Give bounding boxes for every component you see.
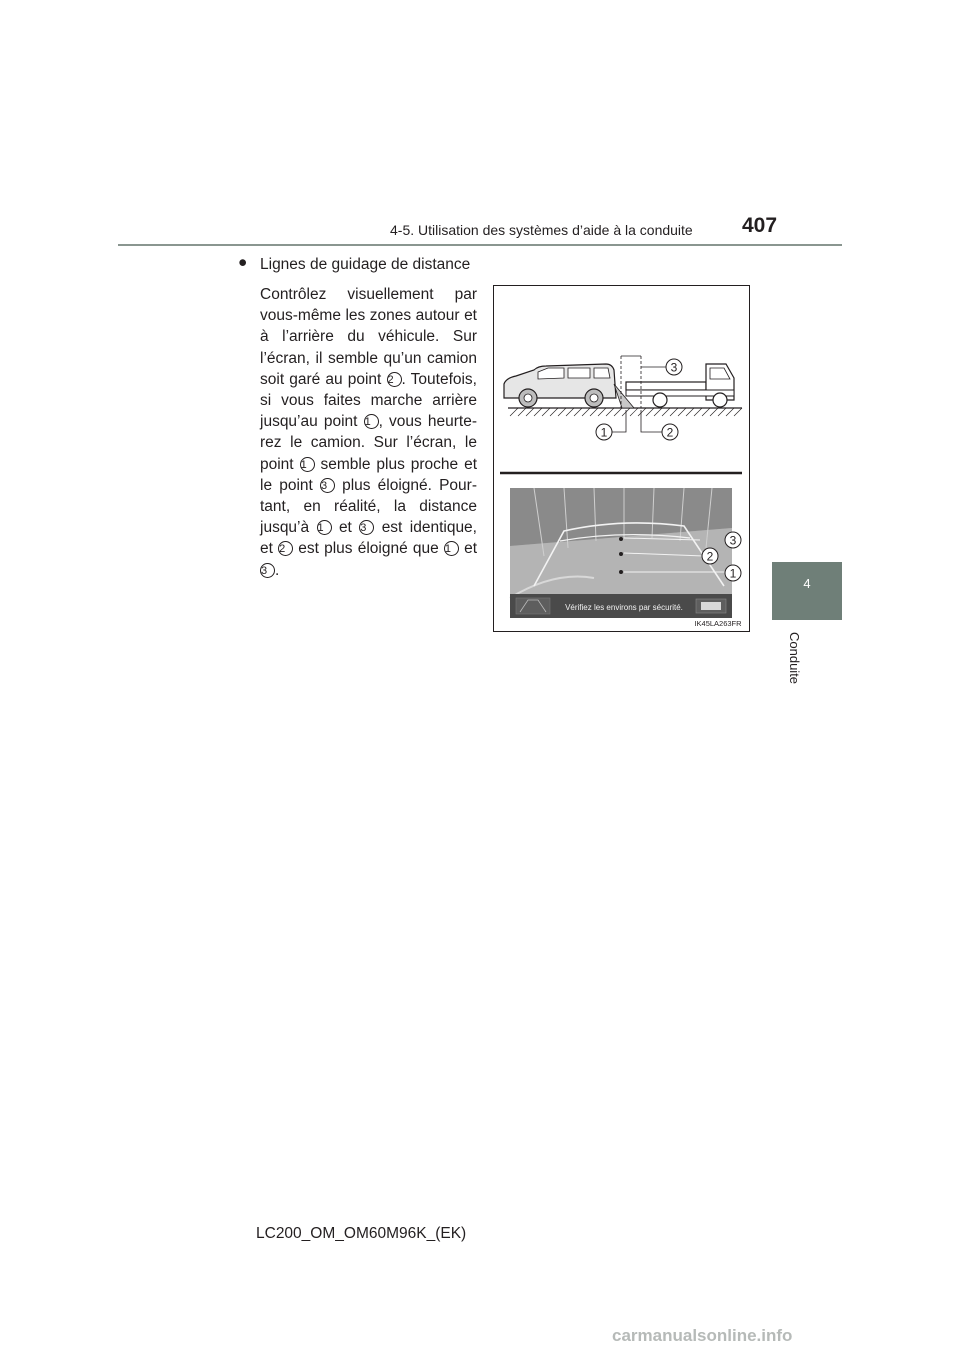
text-fragment: et: [464, 540, 478, 558]
subsection-title: Lignes de guidage de distance: [260, 256, 471, 273]
callout-number: 1: [317, 520, 332, 535]
chapter-label-text: Conduite: [787, 632, 802, 685]
camera-screen-illustration: [510, 488, 741, 618]
text-line: tant, en réalité, la distance: [260, 498, 477, 516]
text-line: à l’arrière du véhicule. Sur: [260, 328, 477, 346]
callout-number: 3: [320, 478, 335, 493]
text-line: vous-même les zones autour et: [260, 307, 477, 325]
section-title: 4-5. Utilisation des systèmes d’aide à la conduite: [390, 222, 693, 238]
top-callout-2: 2: [666, 425, 674, 440]
side-view-illustration: [504, 356, 742, 440]
body-paragraph: [260, 284, 477, 581]
screen-callout-2: 2: [706, 549, 714, 564]
chapter-label: [786, 632, 806, 692]
text-line: [260, 560, 477, 581]
callout-number: 1: [364, 414, 379, 429]
text-fragment: point: [260, 455, 294, 473]
text-fragment: , vous heurte-: [378, 413, 477, 431]
text-line: [260, 475, 477, 496]
callout-number: 1: [444, 541, 459, 556]
document-id: LC200_OM_OM60M96K_(EK): [256, 1225, 467, 1242]
figure-drawing: [494, 286, 750, 632]
top-callout-1: 1: [600, 425, 608, 440]
chapter-tab: [772, 562, 842, 620]
text-line: [260, 538, 477, 559]
text-fragment: .: [275, 561, 280, 579]
text-line: rez le camion. Sur l’écran, le: [260, 434, 477, 452]
top-callout-3: 3: [670, 360, 678, 375]
text-line: l’écran, il semble qu’un camion: [260, 349, 477, 367]
text-fragment: est plus éloigné que: [298, 540, 439, 558]
callout-number: 3: [260, 563, 275, 578]
page-number: 407: [742, 214, 778, 237]
text-fragment: jusqu’à: [260, 519, 310, 537]
text-fragment: et: [260, 540, 273, 558]
truck-bed: [626, 382, 706, 390]
text-fragment: le point: [260, 476, 313, 494]
bullet-icon: ●: [238, 254, 248, 271]
figure-code: IK45LA263FR: [694, 619, 742, 628]
callout-number: 3: [359, 520, 374, 535]
text-fragment: semble plus proche et: [320, 455, 478, 473]
chapter-number: 4: [803, 576, 811, 591]
callout-number: 2: [278, 541, 293, 556]
text-line: [260, 517, 477, 538]
text-fragment: jusqu’au point: [260, 413, 358, 431]
guide-icon: [516, 598, 550, 614]
screen-message: Vérifiez les environs par sécurité.: [565, 603, 683, 612]
callout-number: 1: [300, 457, 315, 472]
watermark: carmanualsonline.info: [612, 1326, 793, 1345]
text-fragment: plus éloigné. Pour-: [342, 476, 477, 494]
illustration-figure: [493, 285, 750, 632]
text-fragment: et: [338, 519, 352, 537]
text-line: [260, 454, 477, 475]
text-line: [260, 369, 477, 390]
screen-callout-3: 3: [729, 533, 737, 548]
text-fragment: soit garé au point: [260, 370, 382, 388]
header-divider: [118, 244, 842, 246]
text-line: si vous faites marche arrière: [260, 392, 477, 410]
text-line: [260, 411, 477, 432]
callout-number: 2: [387, 372, 402, 387]
screen-callout-1: 1: [729, 566, 737, 581]
text-line: Contrôlez visuellement par: [260, 286, 477, 303]
text-fragment: est identique,: [381, 519, 477, 537]
text-fragment: . Toutefois,: [401, 370, 477, 388]
